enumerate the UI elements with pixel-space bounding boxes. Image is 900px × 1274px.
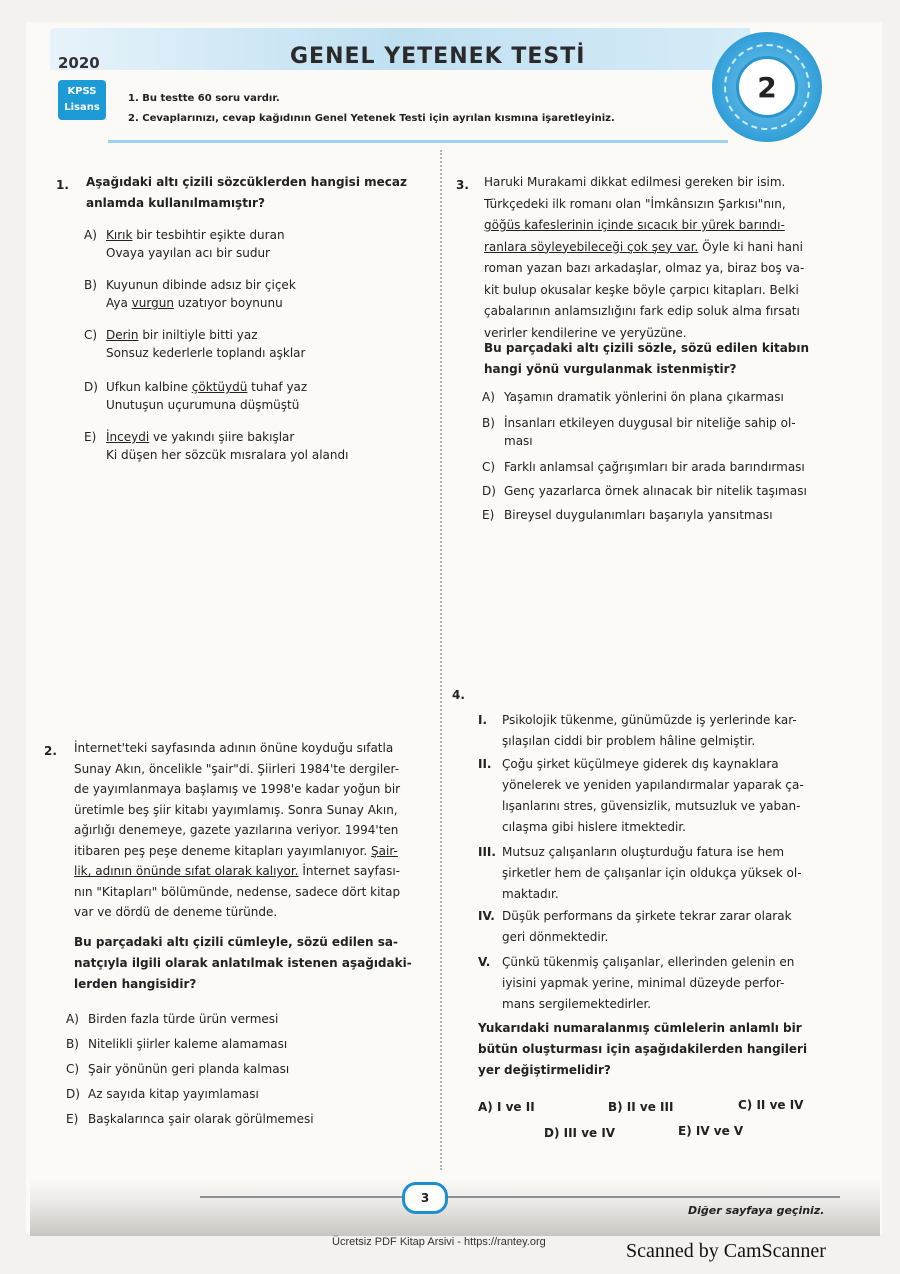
q2-underlined-2: lik, adının önünde sıfat olarak kalıyor. <box>74 864 299 878</box>
q3-passage <box>484 172 824 344</box>
q4-item-5-numeral: V. <box>478 955 491 969</box>
q2-passage-line7: İnternet sayfası- <box>298 864 400 878</box>
q3-passage-line5: roman yazan bazı arkadaşlar, olmaz ya, biraz boş va- <box>484 261 805 275</box>
q3-option-d[interactable] <box>482 482 807 500</box>
q4-item-2 <box>478 754 828 838</box>
q3-underlined-2: ranlara söyleyebileceği çok şey var. <box>484 239 699 254</box>
q3-option-c[interactable] <box>482 458 805 476</box>
q2-option-a-text: Birden fazla türde ürün vermesi <box>88 1012 279 1026</box>
q4-item-4-numeral: IV. <box>478 909 495 923</box>
q4-item-4-line1: Düşük performans da şirkete tekrar zarar olarak <box>502 909 792 923</box>
q1-option-b-letter: B) <box>84 278 97 292</box>
q4-item-3-line2: şirketler hem de çalışanlar için oldukça yüksek ol- <box>502 866 802 880</box>
q2-passage <box>74 738 434 923</box>
q2-underlined-1: Şair- <box>371 843 398 858</box>
q1-option-b-line2 <box>84 294 296 312</box>
q2-passage-line1: İnternet'teki sayfasında adının önüne koyduğu sıfatla <box>74 741 394 755</box>
q1-option-a-line1: bir tesbihtir eşikte duran <box>132 228 285 242</box>
q2-passage-line5: ağırlığı denemeye, gazete yazılarına veriyor. 1994'ten <box>74 823 399 837</box>
q4-item-2-numeral: II. <box>478 757 492 771</box>
q3-stem <box>484 338 824 380</box>
q1-option-b-line2-post: uzatıyor boynunu <box>173 296 283 310</box>
q4-item-3-line3: maktadır. <box>502 887 559 901</box>
q3-underlined-1: göğüs kafeslerinin içinde sıcacık bir yürek barındı- <box>484 218 785 232</box>
exam-type-badge <box>58 80 106 120</box>
q4-stem-line3: yer değiştirmelidir? <box>478 1063 611 1077</box>
q2-option-d-text: Az sayıda kitap yayımlaması <box>88 1087 259 1101</box>
column-divider <box>440 150 442 1170</box>
q1-stem <box>86 172 426 214</box>
q1-option-a-line2: Ovaya yayılan acı bir sudur <box>106 246 270 260</box>
q2-passage-line8: nın "Kitapları" bölümünde, nedense, sadece dört kitap <box>74 884 401 899</box>
exam-type-line1: KPSS <box>67 86 97 97</box>
q3-stem-line1: Bu parçadaki altı çizili sözle, sözü edilen kitabın <box>484 341 810 355</box>
q2-passage-line3: de yayımlanmaya başlamış ve 1998'e kadar yoğun bir <box>74 782 401 796</box>
q3-option-b-text-line2: ması <box>504 434 533 448</box>
q1-stem-line2: anlamda kullanılmamıştır? <box>86 196 265 210</box>
q4-item-5 <box>478 952 828 1015</box>
q2-option-d[interactable] <box>66 1085 259 1103</box>
q1-option-c-line1: bir iniltiyle bitti yaz <box>138 328 258 342</box>
q1-option-e-letter: E) <box>84 430 97 444</box>
header-rule <box>108 140 728 143</box>
source-watermark: Ücretsiz PDF Kitap Arsivi - https://rantey.org <box>332 1236 546 1248</box>
q3-option-c-text: Farklı anlamsal çağrışımları bir arada barındırması <box>504 460 805 474</box>
next-page-note: Diğer sayfaya geçiniz. <box>688 1204 825 1217</box>
q2-option-c[interactable] <box>66 1060 289 1078</box>
q3-option-c-letter: C) <box>482 460 496 474</box>
q2-option-a[interactable] <box>66 1010 278 1028</box>
q3-option-a-letter: A) <box>482 390 495 404</box>
q4-number: 4. <box>452 688 465 702</box>
q1-option-c-line2: Sonsuz kederlerle toplandı aşklar <box>106 346 306 360</box>
test-title: GENEL YETENEK TESTİ <box>290 44 586 69</box>
q2-option-c-letter: C) <box>66 1062 80 1076</box>
q1-option-c-letter: C) <box>84 328 98 342</box>
q4-item-3-line1: Mutsuz çalışanların oluşturduğu fatura ise hem <box>502 845 785 859</box>
q4-item-3 <box>478 842 828 905</box>
q3-option-b[interactable] <box>482 414 796 450</box>
q3-passage-line1: Haruki Murakami dikkat edilmesi gereken bir isim. <box>484 175 786 189</box>
test-number: 2 <box>736 56 798 118</box>
q4-item-3-numeral: III. <box>478 845 496 859</box>
q1-option-e-line1: ve yakındı şiire bakışlar <box>149 430 295 444</box>
q4-item-5-line1: Çünkü tükenmiş çalışanlar, ellerinden gelenin en <box>502 955 795 969</box>
q4-stem <box>478 1018 828 1081</box>
q2-number: 2. <box>44 744 57 758</box>
q3-option-a[interactable] <box>482 388 784 406</box>
exam-type-line2: Lisans <box>64 102 100 113</box>
q3-option-b-letter: B) <box>482 416 495 430</box>
q4-item-4 <box>478 906 828 948</box>
q3-stem-line2: hangi yönü vurgulanmak istenmiştir? <box>484 362 737 376</box>
q3-number: 3. <box>456 178 469 192</box>
q3-passage-line2: Türkçedeki ilk romanı olan "İmkânsızın Şarkısı"nın, <box>484 196 786 211</box>
q1-option-c-underlined: Derin <box>106 328 139 342</box>
q2-option-b-letter: B) <box>66 1037 79 1051</box>
q3-option-e-letter: E) <box>482 508 495 522</box>
q2-option-d-letter: D) <box>66 1087 80 1101</box>
q3-passage-line6: kit bulup okusalar keşke böyle çarpıcı kitapları. Belki <box>484 282 799 297</box>
q1-option-a-underlined: Kırık <box>106 228 133 242</box>
q3-option-e-text: Bireysel duygulanımları başarıyla yansıtması <box>504 508 773 522</box>
q1-option-d-line1-post: tuhaf yaz <box>247 380 308 394</box>
q4-option-c[interactable]: C) II ve IV <box>738 1098 804 1112</box>
q1-option-b-line1: Kuyunun dibinde adsız bir çiçek <box>106 278 296 292</box>
footer-line <box>200 1196 840 1198</box>
q2-option-b-text: Nitelikli şiirler kaleme alamaması <box>88 1037 288 1051</box>
q4-item-2-line3: lışanlarını stres, güvensizlik, mutsuzluk ve yaban- <box>502 799 801 813</box>
q4-stem-line2: bütün oluşturması için aşağıdakilerden hangileri <box>478 1042 808 1056</box>
q4-item-1-line2: şılaşılan ciddi bir problem hâline gelmiştir. <box>502 734 756 748</box>
q4-stem-line1: Yukarıdaki numaralanmış cümlelerin anlamlı bir <box>478 1021 802 1035</box>
q1-option-c[interactable] <box>84 326 305 362</box>
q3-passage-line7: çabalarının anlamsızlığını fark edip soluk alma fırsatı <box>484 304 800 318</box>
q2-option-e[interactable] <box>66 1110 314 1128</box>
q4-item-1-line1: Psikolojik tükenme, günümüzde iş yerlerinde kar- <box>502 713 797 727</box>
q4-item-1 <box>478 710 828 752</box>
q4-item-2-line4: cılaşma gibi hislere itmektedir. <box>502 820 686 834</box>
q1-stem-line1: Aşağıdaki altı çizili sözcüklerden hangisi mecaz <box>86 175 407 189</box>
q4-item-5-line2: iyisini yapmak yerine, minimal düzeyde perfor- <box>502 976 785 990</box>
q2-option-e-letter: E) <box>66 1112 79 1126</box>
q4-item-1-numeral: I. <box>478 713 488 727</box>
q2-passage-line6: itibaren peş peşe deneme kitapları yayımlanıyor. <box>74 843 372 858</box>
q4-item-5-line3: mans sergilemektedirler. <box>502 997 652 1011</box>
q3-passage-line8: verirler kendilerine ve yeryüzüne. <box>484 325 687 340</box>
q2-stem <box>74 932 434 995</box>
q1-option-b[interactable] <box>84 276 296 312</box>
q1-option-e-line2: Ki düşen her sözcük mısralara yol alandı <box>106 448 349 462</box>
q2-option-c-text: Şair yönünün geri planda kalması <box>88 1062 290 1076</box>
q2-passage-line4: üretimle beş şiir kitabı yayımlamış. Sonra Sunay Akın, <box>74 802 398 817</box>
q1-option-d-letter: D) <box>84 380 98 394</box>
exam-year: 2020 <box>58 54 100 72</box>
q3-option-e[interactable] <box>482 506 773 524</box>
q4-item-2-line1: Çoğu şirket küçülmeye giderek dış kaynaklara <box>502 757 779 771</box>
q1-option-b-line2-pre: Aya <box>106 296 132 310</box>
q4-option-a[interactable]: A) I ve II <box>478 1100 535 1114</box>
q2-passage-line2: Sunay Akın, öncelikle "şair"di. Şiirleri 1984'te dergiler- <box>74 761 400 776</box>
scanner-watermark: Scanned by CamScanner <box>626 1240 826 1262</box>
q3-option-b-text: İnsanları etkileyen duygusal bir niteliğe sahip ol- <box>504 416 796 430</box>
q2-option-b[interactable] <box>66 1035 287 1053</box>
q1-option-b-underlined: vurgun <box>131 296 174 310</box>
q3-passage-line4: Öyle ki hani hani <box>698 239 803 254</box>
q3-option-d-letter: D) <box>482 484 496 498</box>
q2-stem-line2: natçıyla ilgili olarak anlatılmak istenen aşağıdaki- <box>74 956 412 970</box>
q2-passage-line9: var ve dördü de deneme türünde. <box>74 905 278 919</box>
q1-option-d-line2: Unutuşun uçurumuna düşmüştü <box>106 398 300 412</box>
q4-option-b[interactable]: B) II ve III <box>608 1100 674 1114</box>
q4-option-d[interactable]: D) III ve IV <box>544 1126 616 1140</box>
q4-option-e[interactable]: E) IV ve V <box>678 1124 744 1138</box>
instruction-1: 1. Bu testte 60 soru vardır. <box>128 93 280 104</box>
q2-option-e-text: Başkalarınca şair olarak görülmemesi <box>88 1112 314 1126</box>
q2-stem-line3: lerden hangisidir? <box>74 977 197 991</box>
q4-item-4-line2: geri dönmektedir. <box>502 930 609 944</box>
q1-option-d[interactable] <box>84 378 307 414</box>
q2-stem-line1: Bu parçadaki altı çizili cümleyle, sözü edilen sa- <box>74 935 398 949</box>
q1-option-a-letter: A) <box>84 228 97 242</box>
q2-option-a-letter: A) <box>66 1012 79 1026</box>
q1-option-d-underlined: çöktüydü <box>191 380 248 394</box>
instruction-2: 2. Cevaplarınızı, cevap kağıdının Genel Yetenek Testi için ayrılan kısmına işaretleyiniz. <box>128 113 615 124</box>
q1-number: 1. <box>56 178 69 192</box>
page-number: 3 <box>402 1182 448 1214</box>
q1-option-e[interactable] <box>84 428 348 464</box>
q3-option-a-text: Yaşamın dramatik yönlerini ön plana çıkarması <box>504 390 784 404</box>
q1-option-a[interactable] <box>84 226 285 262</box>
q4-item-2-line2: yönelerek ve yeniden yapılandırmalar yaparak ça- <box>502 778 804 792</box>
q1-option-d-line1-pre: Ufkun kalbine <box>106 380 192 394</box>
q1-option-e-underlined: İnceydi <box>106 430 150 444</box>
q3-option-d-text: Genç yazarlarca örnek alınacak bir nitelik taşıması <box>504 484 807 498</box>
